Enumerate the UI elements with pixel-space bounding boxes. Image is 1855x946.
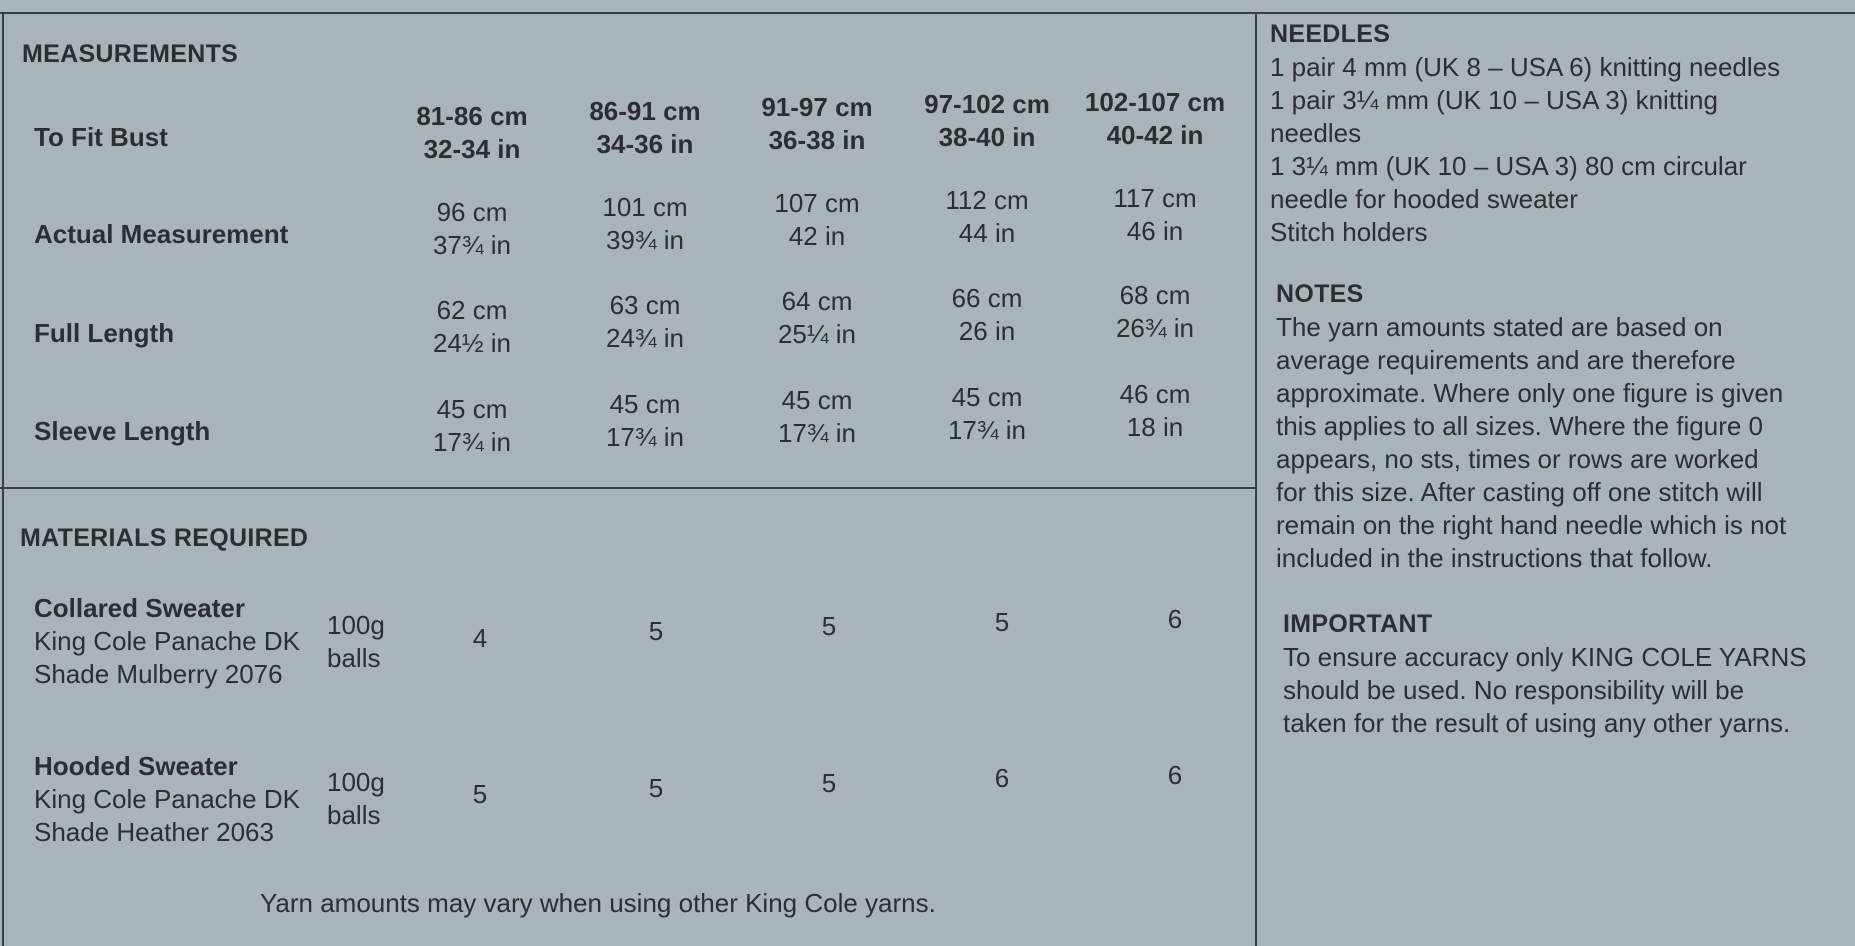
size-header-2 (560, 95, 730, 161)
material-name: Collared Sweater (34, 593, 245, 623)
value-in: 17¾ in (947, 415, 1027, 445)
notes-line: average requirements and are therefore (1276, 345, 1736, 375)
material-shade: Shade Heather 2063 (34, 817, 274, 847)
actual-value-2 (560, 191, 730, 257)
column-divider (1255, 12, 1257, 946)
needles-line: needle for hooded sweater (1270, 184, 1578, 214)
size-in: 40-42 in (1106, 120, 1204, 150)
value-in: 26 in (958, 316, 1016, 346)
important-line: taken for the result of using any other yarns. (1283, 708, 1791, 738)
material-yarn: King Cole Panache DK (34, 626, 300, 656)
value-cm: 45 cm (436, 394, 508, 424)
hooded-count-3: 5 (821, 768, 837, 798)
hooded-count-1: 5 (472, 779, 488, 809)
material-name: Hooded Sweater (34, 751, 238, 781)
needles-line: 1 3¼ mm (UK 10 – USA 3) 80 cm circular (1270, 151, 1747, 181)
value-cm: 45 cm (609, 389, 681, 419)
value-in: 44 in (958, 218, 1016, 248)
needles-line: Stitch holders (1270, 217, 1428, 247)
yarn-footnote: Yarn amounts may vary when using other King Cole yarns. (260, 888, 936, 918)
value-cm: 96 cm (436, 197, 508, 227)
size-header-1 (387, 100, 557, 166)
value-in: 17¾ in (777, 418, 857, 448)
sleeve-value-2 (560, 388, 730, 454)
value-cm: 46 cm (1119, 379, 1191, 409)
size-in: 32-34 in (423, 134, 521, 164)
value-in: 46 in (1126, 216, 1184, 246)
value-cm: 112 cm (945, 185, 1029, 215)
material-item-hooded (34, 750, 300, 849)
notes-line: this applies to all sizes. Where the figure 0 (1276, 411, 1764, 441)
row-label-sleeve: Sleeve Length (34, 416, 211, 446)
size-header-5 (1070, 86, 1240, 152)
materials-heading: MATERIALS REQUIRED (20, 524, 309, 552)
actual-value-1 (387, 196, 557, 262)
value-cm: 62 cm (436, 295, 508, 325)
important-line: should be used. No responsibility will be (1283, 675, 1745, 705)
unit-weight: 100g (327, 767, 385, 797)
hooded-count-2: 5 (648, 773, 664, 803)
value-in: 42 in (788, 221, 846, 251)
row-label-actual: Actual Measurement (34, 219, 289, 249)
size-cm: 81-86 cm (416, 101, 528, 131)
hooded-count-4: 6 (994, 763, 1010, 793)
size-in: 36-38 in (768, 125, 866, 155)
actual-value-3 (732, 187, 902, 253)
length-value-2 (560, 289, 730, 355)
value-cm: 64 cm (781, 286, 853, 316)
notes-line: for this size. After casting off one stitch will (1276, 477, 1763, 507)
unit-type: balls (327, 643, 381, 673)
notes-line: The yarn amounts stated are based on (1276, 312, 1723, 342)
needles-line: needles (1270, 118, 1362, 148)
value-in: 24¾ in (605, 323, 685, 353)
value-in: 18 in (1126, 412, 1184, 442)
value-in: 17¾ in (605, 422, 685, 452)
value-in: 24½ in (432, 328, 512, 358)
material-shade: Shade Mulberry 2076 (34, 659, 283, 689)
measurements-heading: MEASUREMENTS (22, 40, 239, 68)
collared-count-4: 5 (994, 607, 1010, 637)
size-in: 38-40 in (938, 122, 1036, 152)
length-value-4 (902, 282, 1072, 348)
unit-type: balls (327, 800, 381, 830)
collared-count-5: 6 (1167, 604, 1183, 634)
row-label-bust: To Fit Bust (34, 122, 168, 152)
value-cm: 45 cm (781, 385, 853, 415)
collared-count-3: 5 (821, 611, 837, 641)
actual-value-5 (1070, 182, 1240, 248)
value-cm: 66 cm (951, 283, 1023, 313)
notes-heading: NOTES (1276, 280, 1364, 308)
value-in: 26¾ in (1115, 313, 1195, 343)
length-value-5 (1070, 279, 1240, 345)
needles-line: 1 pair 3¼ mm (UK 10 – USA 3) knitting (1270, 85, 1718, 115)
material-item-collared (34, 592, 300, 691)
value-cm: 45 cm (951, 382, 1023, 412)
size-cm: 91-97 cm (761, 92, 873, 122)
sleeve-value-1 (387, 393, 557, 459)
value-cm: 68 cm (1119, 280, 1191, 310)
needles-section (1270, 18, 1780, 249)
length-value-3 (732, 285, 902, 351)
value-in: 39¾ in (605, 225, 685, 255)
value-cm: 107 cm (774, 188, 860, 218)
size-cm: 97-102 cm (924, 89, 1050, 119)
hooded-count-5: 6 (1167, 760, 1183, 790)
value-in: 37¾ in (432, 230, 512, 260)
sleeve-value-3 (732, 384, 902, 450)
material-unit (327, 609, 385, 675)
value-in: 17¾ in (432, 427, 512, 457)
left-border (2, 12, 4, 946)
section-divider (0, 487, 1256, 489)
sleeve-value-5 (1070, 378, 1240, 444)
value-cm: 101 cm (602, 192, 688, 222)
size-header-4 (902, 88, 1072, 154)
material-yarn: King Cole Panache DK (34, 784, 300, 814)
important-heading: IMPORTANT (1283, 610, 1433, 638)
notes-line: included in the instructions that follow. (1276, 543, 1713, 573)
unit-weight: 100g (327, 610, 385, 640)
needles-line: 1 pair 4 mm (UK 8 – USA 6) knitting needles (1270, 52, 1781, 82)
notes-line: approximate. Where only one figure is given (1276, 378, 1784, 408)
important-line: To ensure accuracy only KING COLE YARNS (1283, 642, 1807, 672)
needles-heading: NEEDLES (1270, 20, 1391, 48)
value-in: 25¼ in (777, 319, 857, 349)
size-in: 34-36 in (596, 129, 694, 159)
important-section (1283, 608, 1807, 740)
length-value-1 (387, 294, 557, 360)
notes-line: appears, no sts, times or rows are worked (1276, 444, 1759, 474)
value-cm: 63 cm (609, 290, 681, 320)
material-unit (327, 766, 385, 832)
actual-value-4 (902, 184, 1072, 250)
sleeve-value-4 (902, 381, 1072, 447)
row-label-length: Full Length (34, 318, 175, 348)
size-header-3 (732, 91, 902, 157)
collared-count-1: 4 (472, 623, 488, 653)
top-border (0, 12, 1855, 14)
size-cm: 102-107 cm (1084, 87, 1226, 117)
notes-section (1276, 278, 1786, 575)
notes-line: remain on the right hand needle which is not (1276, 510, 1787, 540)
size-cm: 86-91 cm (589, 96, 701, 126)
collared-count-2: 5 (648, 616, 664, 646)
value-cm: 117 cm (1113, 183, 1197, 213)
